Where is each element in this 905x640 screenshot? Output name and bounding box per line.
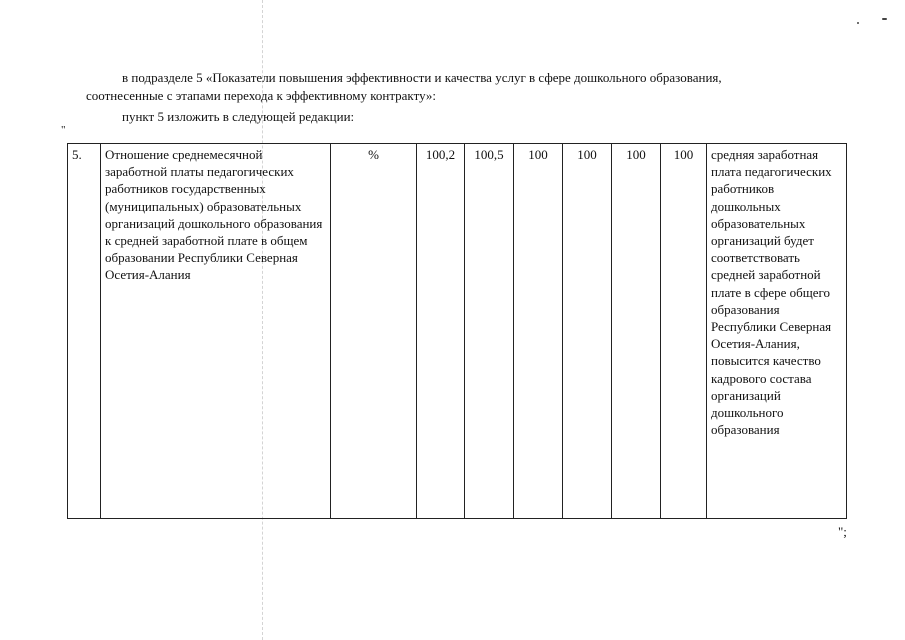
indicator-name: Отношение среднемесячной заработной платы педагогических работников государственных (муниципальных) образовательных организаций дошкольного образования к средней заработной плате в общем образовании Республики Северная Осетия-Алания [101,144,331,519]
scan-speck [882,18,887,20]
value-cell: 100 [563,144,612,519]
unit-cell: % [331,144,417,519]
value-cell: 100,2 [417,144,465,519]
table-row [68,144,847,519]
value-cell: 100 [612,144,661,519]
close-quote: "; [838,524,847,539]
intro-line-2: соотнесенные с этапами перехода к эффективному контракту»: [86,88,437,103]
open-quote: " [61,124,66,136]
row-number: 5. [68,144,101,519]
scan-speck [857,22,859,24]
value-cell: 100,5 [465,144,514,519]
intro-line-1: в подразделе 5 «Показатели повышения эффективности и качества услуг в сфере дошкольного образования, [122,70,722,85]
intro-line-3: пункт 5 изложить в следующей редакции: [122,109,355,124]
expected-result: средняя заработная плата педагогических работников дошкольных образовательных организаций будет соответствовать средней заработной плате в сфере общего образования Республики Северная Осетия-Алания, повысится качество кадрового состава организаций дошкольного образования [707,144,847,519]
value-cell: 100 [661,144,707,519]
indicator-table [67,143,847,519]
value-cell: 100 [514,144,563,519]
